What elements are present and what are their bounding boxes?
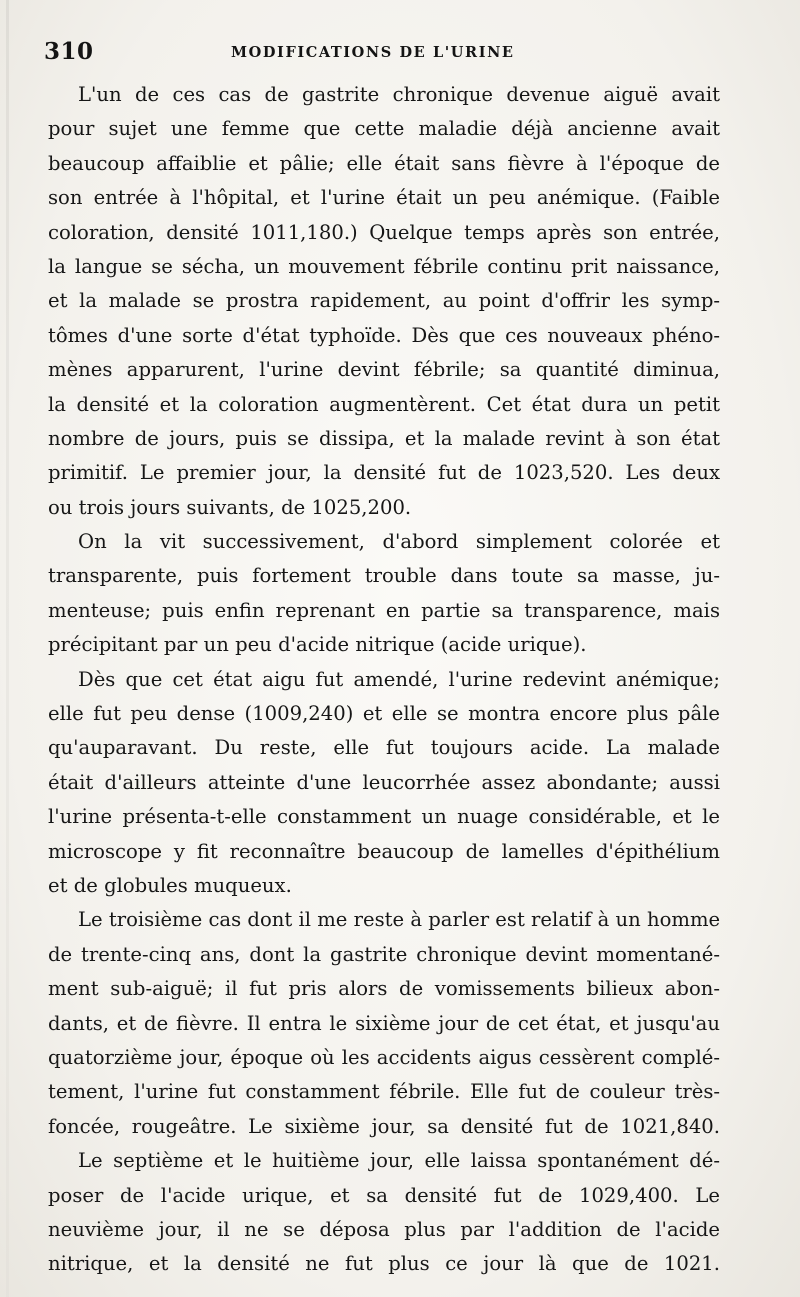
paragraph-3 (48, 663, 720, 904)
text-line: beaucoup affaiblie et pâlie; elle était sans fièvre à l'époque de (48, 151, 720, 175)
text-line: elle fut peu dense (1009,240) et elle se montra encore plus pâle (48, 702, 720, 726)
text-line: L'un de ces cas de gastrite chronique devenue aiguë avait (78, 83, 720, 106)
text-line: microscope y fit reconnaître beaucoup de lamelles d'épithélium (48, 839, 720, 863)
text-line: foncée, rougeâtre. Le sixième jour, sa densité fut de 1021,840. (48, 1114, 720, 1138)
text-line: coloration, densité 1011,180.) Quelque temps après son entrée, (48, 220, 720, 244)
text-line: nitrique, et la densité ne fut plus ce jour là que de 1021. (48, 1252, 720, 1276)
text-line: Dès que cet état aigu fut amendé, l'urine redevint anémique; (78, 667, 720, 691)
text-line: quatorzième jour, époque où les accidents aigus cessèrent complé- (48, 1045, 720, 1069)
text-line: neuvième jour, il ne se déposa plus par l'addition de l'acide (48, 1217, 720, 1241)
text-line: On la vit successivement, d'abord simplement colorée et (78, 530, 720, 554)
text-line: était d'ailleurs atteinte d'une leucorrhée assez abondante; aussi (48, 770, 720, 794)
running-title: MODIFICATIONS DE L'URINE (231, 44, 515, 61)
text-line: nombre de jours, puis se dissipa, et la malade revint à son état (48, 426, 720, 450)
page-header (44, 38, 738, 70)
paragraph-5 (48, 1144, 720, 1282)
paragraph-2 (48, 525, 720, 663)
text-line: l'urine présenta-t-elle constamment un nuage considérable, et le (48, 805, 720, 829)
text-line: dants, et de fièvre. Il entra le sixième jour de cet état, et jusqu'au (48, 1011, 720, 1035)
text-line: précipitant par un peu d'acide nitrique (acide urique). (48, 633, 587, 657)
page-number: 310 (44, 38, 94, 65)
text-line: son entrée à l'hôpital, et l'urine était un peu anémique. (Faible (48, 186, 720, 210)
text-line: qu'auparavant. Du reste, elle fut toujours acide. La malade (48, 736, 720, 760)
text-line: la densité et la coloration augmentèrent. Cet état dura un petit (48, 392, 720, 416)
text-line: tement, l'urine fut constamment fébrile. Elle fut de couleur très- (48, 1080, 720, 1104)
text-line: primitif. Le premier jour, la densité fut de 1023,520. Les deux (48, 461, 720, 485)
text-line: Le troisième cas dont il me reste à parler est relatif à un homme (78, 908, 721, 932)
paragraph-4 (48, 903, 720, 1144)
body-text (48, 78, 720, 1282)
text-line: menteuse; puis enfin reprenant en partie sa transparence, mais (48, 598, 720, 622)
text-line: de trente-cinq ans, dont la gastrite chronique devint momentané- (48, 942, 720, 966)
text-line: poser de l'acide urique, et sa densité fut de 1029,400. Le (48, 1183, 720, 1207)
text-line: tômes d'une sorte d'état typhoïde. Dès que ces nouveaux phéno- (48, 323, 720, 347)
paragraph-1 (48, 78, 720, 525)
text-line: transparente, puis fortement trouble dans toute sa masse, ju- (48, 564, 720, 588)
text-line: mènes apparurent, l'urine devint fébrile; sa quantité diminua, (48, 358, 720, 382)
text-line: Le septième et le huitième jour, elle laissa spontanément dé- (78, 1149, 720, 1173)
text-line: et de globules muqueux. (48, 873, 292, 897)
text-line: et la malade se prostra rapidement, au point d'offrir les symp- (48, 289, 720, 313)
text-line: la langue se sécha, un mouvement fébrile continu prit naissance, (48, 254, 720, 278)
text-line: ment sub-aiguë; il fut pris alors de vomissements bilieux abon- (48, 977, 720, 1001)
text-line: ou trois jours suivants, de 1025,200. (48, 495, 412, 519)
text-line: pour sujet une femme que cette maladie déjà ancienne avait (48, 117, 720, 141)
